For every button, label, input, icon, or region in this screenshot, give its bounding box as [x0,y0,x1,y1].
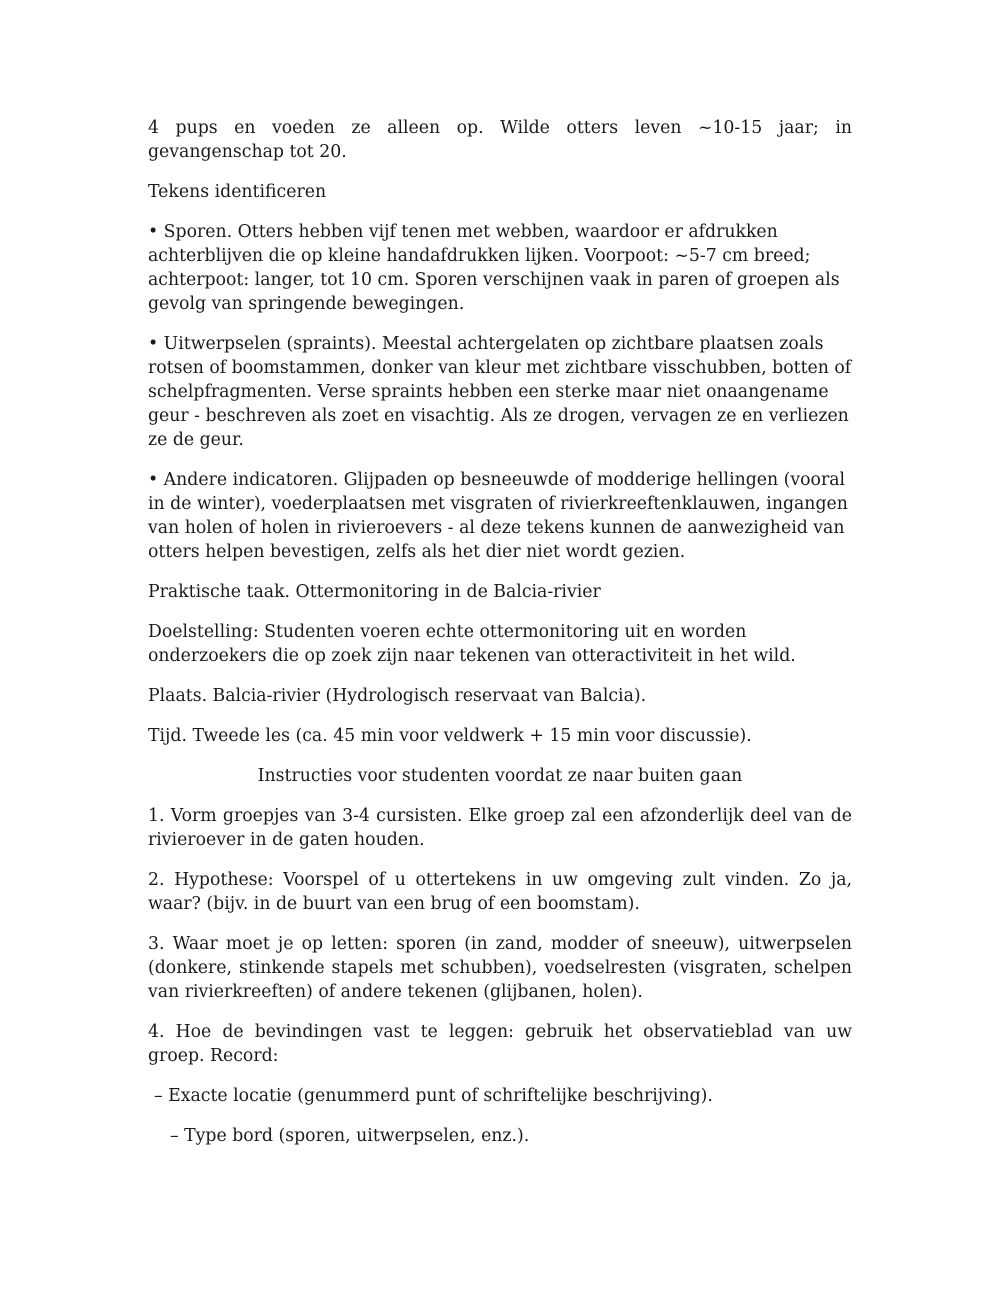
place-paragraph: Plaats. Balcia-rivier (Hydrologisch reservaat van Balcia). [148,686,647,706]
step-4: 4. Hoe de bevindingen vast te leggen: gebruik het observatieblad van uw groep. Record: [148,1022,852,1066]
record-type-item: – Type bord (sporen, uitwerpselen, enz.). [170,1126,530,1146]
bullet-tracks: • Sporen. Otters hebben vijf tenen met webben, waardoor er afdrukken achterblijven die op kleine handafdrukken lijken. Voorpoot: ~5-7 cm breed; achterpoot: langer, tot 10 cm. Sporen verschijnen vaak in paren of groepen als gevolg van springende bewegingen. [148,222,840,314]
time-paragraph: Tijd. Tweede les (ca. 45 min voor veldwerk + 15 min voor discussie). [148,726,752,746]
step-1: 1. Vorm groepjes van 3-4 cursisten. Elke groep zal een afzonderlijk deel van de rivieroever in de gaten houden. [148,806,852,850]
intro-continued-paragraph: 4 pups en voeden ze alleen op. Wilde otters leven ~10-15 jaar; in gevangenschap tot 20. [148,118,852,162]
bullet-spraints: • Uitwerpselen (spraints). Meestal achtergelaten op zichtbare plaatsen zoals rotsen of boomstammen, donker van kleur met zichtbare visschubben, botten of schelpfragmenten. Verse spraints hebben een sterke maar niet onaangename geur - beschreven als zoet en visachtig. Als ze drogen, vervagen ze en verliezen ze de geur. [148,334,852,450]
bullet-other-indicators: • Andere indicatoren. Glijpaden op besneeuwde of modderige hellingen (vooral in de winter), voederplaatsen met visgraten of rivierkreeftenklauwen, ingangen van holen of holen in rivieroevers - al deze tekens kunnen de aanwezigheid van otters helpen bevestigen, zelfs als het dier niet wordt gezien. [148,470,848,562]
objective-paragraph: Doelstelling: Studenten voeren echte ottermonitoring uit en worden onderzoekers die op zoek zijn naar tekenen van otteractiviteit in het wild. [148,622,796,666]
task-title: Praktische taak. Ottermonitoring in de Balcia-rivier [148,582,601,602]
signs-heading: Tekens identificeren [148,182,327,202]
instructions-heading: Instructies voor studenten voordat ze naar buiten gaan [257,766,743,786]
document-page [148,116,852,1164]
step-2: 2. Hypothese: Voorspel of u ottertekens in uw omgeving zult vinden. Zo ja, waar? (bijv. in de buurt van een brug of een boomstam). [148,870,852,914]
step-3: 3. Waar moet je op letten: sporen (in zand, modder of sneeuw), uitwerpselen (donkere, stinkende stapels met schubben), voedselresten (visgraten, schelpen van rivierkreeften) of andere tekenen (glijbanen, holen). [148,934,852,1002]
record-location-item: – Exacte locatie (genummerd punt of schriftelijke beschrijving). [154,1086,713,1106]
